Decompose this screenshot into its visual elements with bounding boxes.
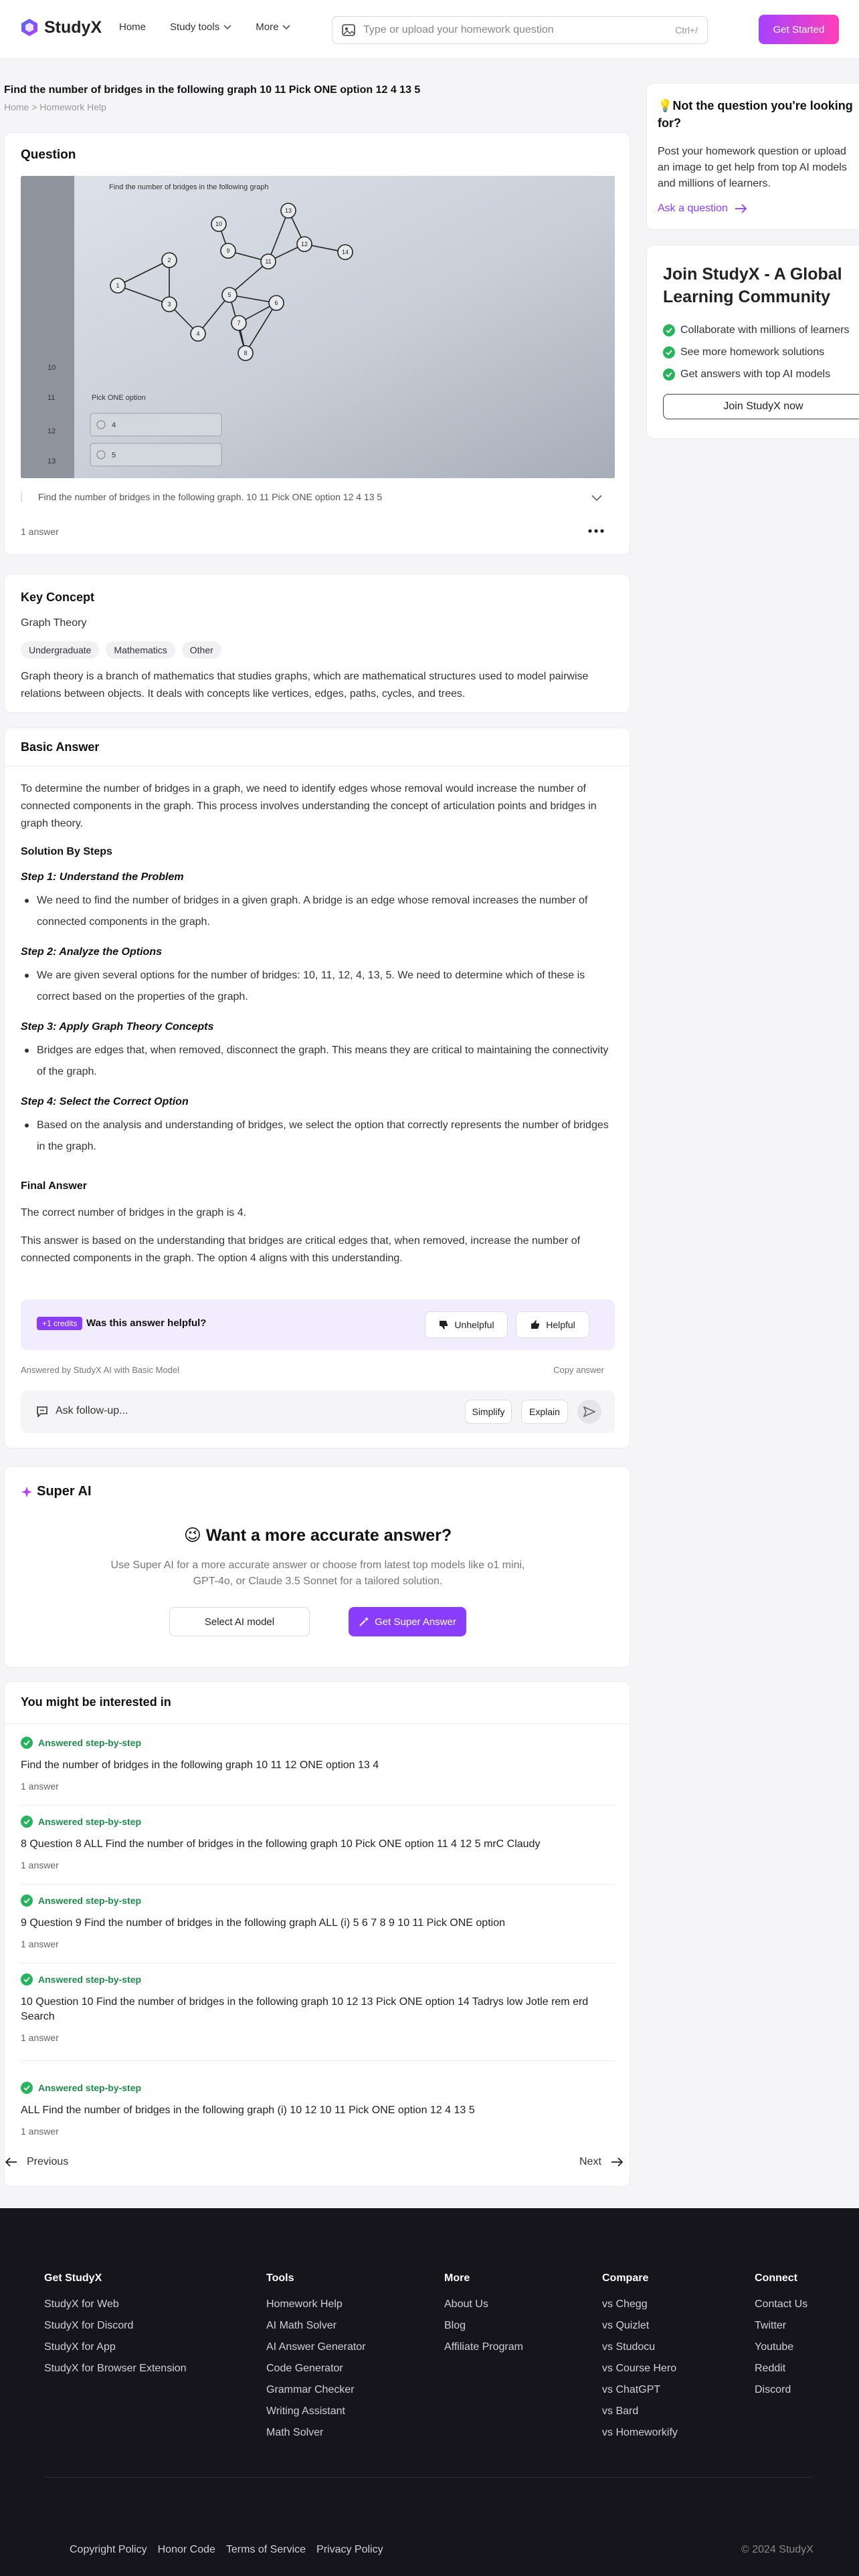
final-answer: The correct number of bridges in the graph is 4. bbox=[21, 1207, 247, 1218]
answered-by: Answered by StudyX AI with Basic Model bbox=[21, 1365, 180, 1375]
footer bbox=[0, 2208, 859, 2576]
helpful-panel bbox=[21, 1299, 615, 1350]
page-title: Find the number of bridges in the following graph 10 11 Pick ONE option 12 4 13 5 bbox=[4, 84, 421, 96]
concept-tag[interactable]: Mathematics bbox=[106, 641, 175, 659]
image-pick-label: Pick ONE option bbox=[92, 394, 146, 402]
basic-answer-card bbox=[4, 728, 630, 1448]
footer-link[interactable]: vs ChatGPT bbox=[602, 2384, 661, 2395]
image-option-a: 4 bbox=[112, 421, 116, 429]
sparkle-icon bbox=[21, 1486, 33, 1498]
solution-step bbox=[21, 1021, 615, 1083]
join-studyx-button[interactable]: Join StudyX now bbox=[663, 394, 859, 419]
related-question-text: 8 Question 8 ALL Find the number of bridges in the following graph 10 Pick ONE option 11 4 12 5 mrC Claudy bbox=[21, 1838, 541, 1850]
nav-more[interactable] bbox=[256, 21, 290, 33]
graph-node-label: 9 bbox=[226, 247, 230, 254]
helpful-button[interactable] bbox=[516, 1311, 589, 1338]
answered-badge-label: Answered step-by-step bbox=[38, 1737, 142, 1748]
super-ai-title-text: Want a more accurate answer? bbox=[205, 1526, 452, 1545]
get-super-answer-button[interactable] bbox=[349, 1607, 466, 1636]
footer-link[interactable]: Twitter bbox=[755, 2320, 787, 2331]
simplify-button[interactable]: Simplify bbox=[465, 1400, 512, 1424]
step-text: We are given several options for the number of bridges: 10, 11, 12, 4, 13, 5. We need to determine which of these is correct based on the properties of the graph. bbox=[21, 965, 615, 1008]
step-title: Step 1: Understand the Problem bbox=[21, 871, 184, 883]
footer-link[interactable]: vs Chegg bbox=[602, 2298, 648, 2310]
divider bbox=[21, 1805, 615, 1806]
studyx-logo[interactable] bbox=[20, 17, 102, 37]
image-row-13: 13 bbox=[47, 457, 56, 465]
copyright: © 2024 StudyX bbox=[741, 2544, 814, 2555]
join-title: Join StudyX - A Global Learning Community bbox=[663, 265, 842, 306]
join-community-card bbox=[646, 245, 859, 439]
thumbs-up-icon bbox=[530, 1319, 541, 1330]
credits-badge: +1 credits bbox=[37, 1317, 82, 1330]
key-concept-card bbox=[4, 574, 630, 713]
ask-question-link[interactable] bbox=[658, 203, 747, 215]
solution-step bbox=[21, 946, 615, 1008]
explain-button[interactable]: Explain bbox=[521, 1400, 568, 1424]
answered-badge bbox=[21, 1816, 615, 1828]
answered-badge bbox=[21, 1737, 615, 1749]
footer-legal-links bbox=[70, 2544, 383, 2556]
footer-link[interactable]: StudyX for Web bbox=[44, 2298, 119, 2310]
image-option-b: 5 bbox=[112, 451, 116, 459]
graph-node-label: 6 bbox=[274, 300, 278, 306]
unhelpful-label: Unhelpful bbox=[454, 1319, 494, 1330]
footer-divider bbox=[44, 2477, 814, 2478]
nav-study-tools[interactable] bbox=[170, 21, 231, 33]
related-question[interactable] bbox=[21, 2082, 615, 2137]
get-super-answer-label: Get Super Answer bbox=[375, 1616, 456, 1628]
related-card bbox=[4, 1681, 630, 2187]
footer-col-get-studyx bbox=[44, 2272, 187, 2379]
unhelpful-button[interactable] bbox=[425, 1311, 508, 1338]
key-concept-description: Graph theory is a branch of mathematics that studies graphs, which are mathematical structures used to model pairwise relations between objects. It deals with concepts like vertices, edges, paths, cycles, and trees. bbox=[21, 671, 589, 700]
chevron-down-icon[interactable] bbox=[591, 494, 603, 502]
image-row-12: 12 bbox=[47, 427, 56, 435]
key-concept-topic: Graph Theory bbox=[21, 617, 87, 629]
related-question[interactable] bbox=[21, 1895, 615, 1949]
graph-node-label: 4 bbox=[196, 330, 200, 337]
more-options-icon[interactable] bbox=[588, 529, 604, 533]
search-bar[interactable] bbox=[332, 16, 708, 44]
chat-icon bbox=[35, 1405, 49, 1418]
check-icon bbox=[21, 1895, 33, 1907]
question-card bbox=[4, 132, 630, 555]
related-question-text: Find the number of bridges in the following graph 10 11 12 ONE option 13 4 bbox=[21, 1759, 379, 1771]
footer-link[interactable]: vs Studocu bbox=[602, 2341, 656, 2353]
nav-home[interactable] bbox=[119, 21, 146, 33]
join-benefit-text: See more homework solutions bbox=[680, 346, 825, 358]
not-question-title-text: Not the question you're looking for? bbox=[658, 99, 853, 130]
answered-badge bbox=[21, 2082, 615, 2094]
super-ai-badge bbox=[21, 1484, 92, 1499]
divider bbox=[5, 1723, 631, 1724]
footer-col-more bbox=[444, 2272, 523, 2358]
graph-node-label: 1 bbox=[116, 282, 120, 289]
answered-badge bbox=[21, 1895, 615, 1907]
footer-link[interactable]: Homework Help bbox=[266, 2298, 343, 2310]
honor-code-link[interactable]: Honor Code bbox=[157, 2544, 215, 2555]
footer-link[interactable]: vs Course Hero bbox=[602, 2363, 677, 2374]
basic-answer-heading: Basic Answer bbox=[21, 740, 100, 754]
arrow-left-icon bbox=[5, 2157, 17, 2167]
not-your-question-card bbox=[646, 83, 859, 230]
concept-tag[interactable]: Undergraduate bbox=[21, 641, 99, 659]
answered-badge-label: Answered step-by-step bbox=[38, 1895, 142, 1906]
final-answer-note: This answer is based on the understanding that bridges are critical edges that, when removed, increase the number of connected components in the graph. The option 4 aligns with this understanding. bbox=[21, 1235, 581, 1264]
graph-node-label: 14 bbox=[341, 249, 349, 255]
image-prompt: Find the number of bridges in the following graph bbox=[109, 183, 269, 191]
arrow-right-icon bbox=[735, 204, 747, 213]
footer-link[interactable]: vs Quizlet bbox=[602, 2320, 650, 2331]
followup-input[interactable]: Ask follow-up... bbox=[56, 1405, 128, 1416]
graph-node-label: 3 bbox=[167, 301, 171, 308]
search-input[interactable]: Type or upload your homework question bbox=[363, 24, 554, 35]
footer-link[interactable]: Grammar Checker bbox=[266, 2384, 355, 2395]
chevron-down-icon bbox=[223, 25, 231, 30]
nav-more-label: More bbox=[256, 21, 279, 33]
answered-badge bbox=[21, 1973, 615, 1985]
wink-icon: 😉 bbox=[183, 1526, 201, 1545]
question-heading: Question bbox=[21, 148, 76, 162]
image-row-10: 10 bbox=[47, 364, 56, 372]
step-title: Step 3: Apply Graph Theory Concepts bbox=[21, 1021, 214, 1033]
super-ai-card bbox=[4, 1466, 630, 1668]
footer-col-compare bbox=[602, 2272, 678, 2444]
related-answer-count: 1 answer bbox=[21, 1860, 59, 1870]
key-concept-heading: Key Concept bbox=[21, 591, 95, 604]
next-label: Next bbox=[579, 2156, 601, 2167]
footer-col-title: Get StudyX bbox=[44, 2272, 102, 2284]
not-question-text: Post your homework question or upload an image to get help from top AI models and millions of learners. bbox=[658, 146, 847, 189]
step-text: We need to find the number of bridges in a given graph. A bridge is an edge whose removal increases the number of connected components in the graph. bbox=[21, 890, 615, 933]
copy-answer-button[interactable]: Copy answer bbox=[553, 1365, 604, 1375]
footer-link[interactable]: StudyX for App bbox=[44, 2341, 116, 2353]
graph-node-label: 10 bbox=[215, 221, 223, 227]
footer-col-tools bbox=[266, 2272, 366, 2444]
check-icon bbox=[663, 324, 675, 336]
join-benefit bbox=[663, 341, 859, 363]
footer-link[interactable]: StudyX for Browser Extension bbox=[44, 2363, 187, 2374]
concept-tags bbox=[21, 641, 221, 659]
footer-link[interactable]: StudyX for Discord bbox=[44, 2320, 134, 2331]
step-title: Step 2: Analyze the Options bbox=[21, 946, 162, 958]
copyright-policy-link[interactable]: Copyright Policy bbox=[70, 2544, 147, 2555]
solution-steps-heading: Solution By Steps bbox=[21, 846, 112, 857]
lightbulb-icon: 💡 bbox=[658, 99, 673, 112]
step-text: Based on the analysis and understanding of bridges, we select the option that correctly represents the number of bridges in the graph. bbox=[21, 1115, 615, 1158]
related-question-text: ALL Find the number of bridges in the following graph (i) 10 12 10 11 Pick ONE option 12 4 13 5 bbox=[21, 2105, 475, 2116]
image-upload-icon[interactable] bbox=[342, 24, 355, 36]
helpful-question: Was this answer helpful? bbox=[86, 1317, 207, 1329]
check-icon bbox=[663, 346, 675, 358]
followup-bar bbox=[21, 1390, 615, 1433]
answered-badge-label: Answered step-by-step bbox=[38, 2082, 142, 2093]
graph-node-label: 13 bbox=[284, 207, 292, 214]
footer-link[interactable]: vs Bard bbox=[602, 2405, 639, 2417]
join-benefits bbox=[663, 319, 859, 385]
studyx-logo-icon bbox=[20, 17, 39, 37]
graph-node-label: 12 bbox=[300, 241, 308, 247]
thumbs-down-icon bbox=[438, 1319, 449, 1330]
footer-link[interactable]: vs Homeworkify bbox=[602, 2427, 678, 2438]
chevron-down-icon bbox=[282, 25, 290, 30]
footer-link[interactable]: Youtube bbox=[755, 2341, 794, 2353]
logo-text: StudyX bbox=[44, 17, 102, 37]
solution-step bbox=[21, 871, 615, 933]
send-icon bbox=[583, 1406, 595, 1417]
breadcrumb[interactable]: Home > Homework Help bbox=[4, 102, 106, 112]
question-text: Find the number of bridges in the following graph. 10 11 Pick ONE option 12 4 13 5 bbox=[21, 492, 615, 502]
footer-link[interactable]: AI Math Solver bbox=[266, 2320, 337, 2331]
arrow-right-icon bbox=[611, 2157, 623, 2167]
join-benefit bbox=[663, 319, 859, 341]
super-ai-description: Use Super AI for a more accurate answer or choose from latest top models like o1 mini, GPT-4o, or Claude 3.5 Sonnet for a tailored solution. bbox=[110, 1560, 525, 1587]
terms-link[interactable]: Terms of Service bbox=[225, 2544, 306, 2555]
main-nav bbox=[119, 21, 290, 33]
related-answer-count: 1 answer bbox=[21, 2032, 59, 2043]
graph-node-label: 7 bbox=[237, 320, 241, 326]
next-button[interactable] bbox=[579, 2156, 623, 2168]
related-question[interactable] bbox=[21, 1816, 615, 1870]
answered-badge-label: Answered step-by-step bbox=[38, 1816, 142, 1827]
graph-node-label: 8 bbox=[244, 350, 248, 356]
check-icon bbox=[21, 1973, 33, 1985]
answered-badge-label: Answered step-by-step bbox=[38, 1974, 142, 1985]
join-benefit-text: Collaborate with millions of learners bbox=[680, 324, 850, 336]
super-ai-title bbox=[5, 1525, 631, 1545]
top-header bbox=[0, 0, 859, 59]
footer-link[interactable]: Blog bbox=[444, 2320, 466, 2331]
concept-tag[interactable]: Other bbox=[182, 641, 221, 659]
footer-link[interactable]: Discord bbox=[755, 2384, 791, 2395]
check-icon bbox=[21, 2082, 33, 2094]
image-row-11: 11 bbox=[47, 394, 56, 402]
search-shortcut: Ctrl+/ bbox=[675, 25, 698, 35]
check-icon bbox=[21, 1816, 33, 1828]
step-title: Step 4: Select the Correct Option bbox=[21, 1096, 189, 1107]
get-started-button[interactable]: Get Started bbox=[759, 15, 839, 44]
ask-question-label: Ask a question bbox=[658, 203, 728, 214]
footer-link[interactable]: Reddit bbox=[755, 2363, 786, 2374]
not-question-title bbox=[658, 97, 858, 132]
footer-link[interactable]: Contact Us bbox=[755, 2298, 808, 2310]
related-answer-count: 1 answer bbox=[21, 2126, 59, 2137]
answer-intro: To determine the number of bridges in a graph, we need to identify edges whose removal would increase the number of connected components in the graph. This process involves understanding the concept of articulation points and bridges in graph theory. bbox=[21, 783, 597, 829]
step-text: Bridges are edges that, when removed, disconnect the graph. This means they are critical to maintaining the connectivity of the graph. bbox=[21, 1040, 615, 1083]
related-answer-count: 1 answer bbox=[21, 1781, 59, 1792]
footer-col-title: Compare bbox=[602, 2272, 649, 2284]
solution-step bbox=[21, 1096, 615, 1158]
check-icon bbox=[21, 1737, 33, 1749]
privacy-link[interactable]: Privacy Policy bbox=[316, 2544, 383, 2555]
related-question[interactable] bbox=[21, 1973, 615, 2043]
footer-col-title: Connect bbox=[755, 2272, 797, 2284]
related-question[interactable] bbox=[21, 1737, 615, 1792]
answer-count: 1 answer bbox=[21, 526, 59, 537]
related-answer-count: 1 answer bbox=[21, 1939, 59, 1949]
related-heading: You might be interested in bbox=[21, 1695, 171, 1709]
join-benefit bbox=[663, 363, 859, 385]
select-ai-model-button[interactable]: Select AI model bbox=[169, 1607, 310, 1636]
previous-label: Previous bbox=[27, 2156, 69, 2167]
nav-study-tools-label: Study tools bbox=[170, 21, 220, 33]
related-question-text: 9 Question 9 Find the number of bridges in the following graph ALL (i) 5 6 7 8 9 10 11 Pick ONE option bbox=[21, 1917, 505, 1929]
super-ai-label: Super AI bbox=[37, 1484, 92, 1499]
footer-link[interactable]: AI Answer Generator bbox=[266, 2341, 366, 2353]
graph-node-label: 5 bbox=[227, 292, 231, 298]
footer-col-title: Tools bbox=[266, 2272, 294, 2284]
footer-link[interactable]: Math Solver bbox=[266, 2427, 324, 2438]
divider bbox=[21, 2060, 615, 2061]
helpful-label: Helpful bbox=[546, 1319, 575, 1330]
final-answer-heading: Final Answer bbox=[21, 1180, 87, 1192]
divider bbox=[21, 1884, 615, 1885]
graph-node-label: 11 bbox=[265, 258, 272, 265]
check-icon bbox=[663, 368, 675, 381]
question-image[interactable] bbox=[21, 176, 615, 478]
magic-wand-icon bbox=[359, 1616, 369, 1627]
footer-link[interactable]: Writing Assistant bbox=[266, 2405, 345, 2417]
graph-node-label: 2 bbox=[167, 257, 171, 263]
footer-link[interactable]: About Us bbox=[444, 2298, 488, 2310]
footer-col-title: More bbox=[444, 2272, 470, 2284]
footer-link[interactable]: Code Generator bbox=[266, 2363, 343, 2374]
footer-col-connect bbox=[755, 2272, 807, 2401]
nav-home-label: Home bbox=[119, 21, 147, 33]
footer-link[interactable]: Affiliate Program bbox=[444, 2341, 523, 2353]
related-question-text: 10 Question 10 Find the number of bridges in the following graph 10 12 13 Pick ONE option 14 Tadrys low Jotle rem erd Search bbox=[21, 1996, 589, 2022]
send-button[interactable] bbox=[577, 1400, 601, 1424]
previous-button[interactable] bbox=[5, 2156, 68, 2168]
join-benefit-text: Get answers with top AI models bbox=[680, 368, 831, 380]
